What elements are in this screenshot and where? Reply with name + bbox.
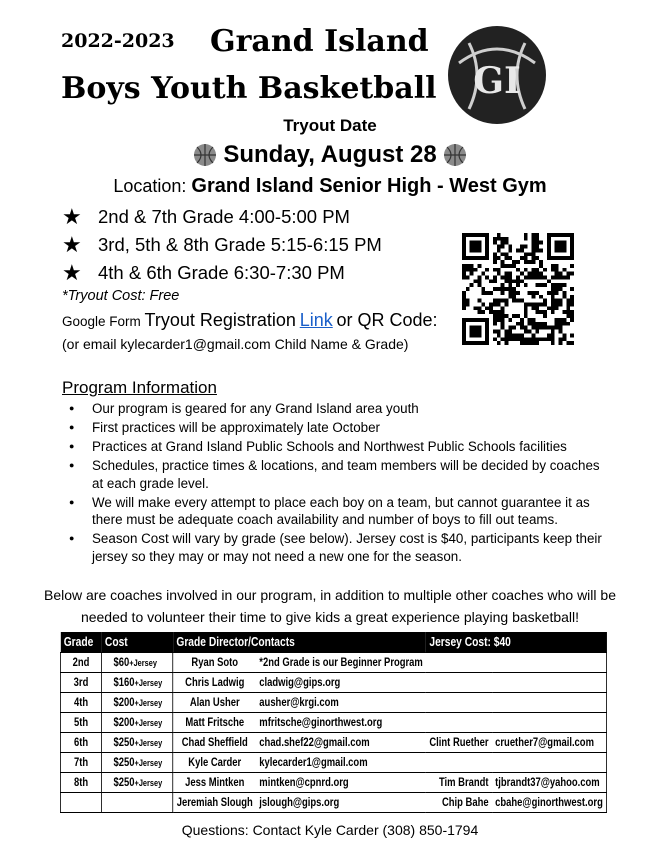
qr-code[interactable] xyxy=(462,233,574,345)
cell-director-name: Jess Mintken xyxy=(173,773,256,793)
cell-contact2-email: cbahe@ginorthwest.org xyxy=(492,793,607,813)
cell-director-email: kylecarder1@gmail.com xyxy=(256,753,426,773)
cost-value: $250 xyxy=(113,756,135,769)
star-icon: ★ xyxy=(62,204,82,229)
season-year: 2022-2023 xyxy=(61,30,175,52)
cell-contact2-name xyxy=(426,753,492,773)
list-item: ● Our program is geared for any Grand Island area youth xyxy=(62,400,602,418)
tryout-date-row xyxy=(0,141,660,169)
cell-grade: 5th xyxy=(60,713,101,733)
cell-director-email: chad.shef22@gmail.com xyxy=(256,733,426,753)
cell-director-name: Alan Usher xyxy=(173,693,256,713)
cell-contact2-name xyxy=(426,673,492,693)
table-row xyxy=(60,693,606,713)
cell-director-email: mfritsche@ginorthwest.org xyxy=(256,713,426,733)
cell-director-name: Ryan Soto xyxy=(173,653,256,673)
list-item: ● Practices at Grand Island Public Schools and Northwest Public Schools facilities xyxy=(62,438,602,456)
cell-director-name: Matt Fritsche xyxy=(173,713,256,733)
session-text: 3rd, 5th & 8th Grade 5:15-6:15 PM xyxy=(98,234,382,255)
title-line-2: Boys Youth Basketball xyxy=(61,71,437,106)
tryout-label: Tryout Date xyxy=(283,116,377,135)
cell-contact2-name: Tim Brandt xyxy=(426,773,492,793)
cell-grade: 4th xyxy=(60,693,101,713)
cell-contact2-email xyxy=(492,673,607,693)
cell-contact2-name xyxy=(426,693,492,713)
cell-cost xyxy=(102,753,173,773)
cell-director-email: cladwig@gips.org xyxy=(256,673,426,693)
cell-contact2-email xyxy=(492,713,607,733)
cell-cost xyxy=(102,733,173,753)
cell-director-email: jslough@gips.org xyxy=(256,793,426,813)
cell-contact2-name xyxy=(426,713,492,733)
list-item: ● Season Cost will vary by grade (see below). Jersey cost is $40, participants keep their jersey so they may or may not need a new one for the season. xyxy=(62,530,602,565)
table-header-row xyxy=(60,632,606,653)
cell-grade: 7th xyxy=(60,753,101,773)
cell-contact2-email xyxy=(492,693,607,713)
coaches-intro: Below are coaches involved in our program, in addition to multiple other coaches who will be needed to volunteer their time to give kids a great experience playing basketball! xyxy=(44,587,616,625)
cell-cost xyxy=(102,793,173,813)
session-row xyxy=(62,260,345,286)
session-row xyxy=(62,204,350,230)
location-label: Location: xyxy=(113,176,187,196)
jersey-note: +Jersey xyxy=(134,717,163,728)
cost-value: $250 xyxy=(113,776,135,789)
basketball-logo xyxy=(447,25,547,125)
basketball-icon xyxy=(443,143,467,167)
cell-grade: 6th xyxy=(60,733,101,753)
reg-prefix: Google Form xyxy=(62,314,141,329)
jersey-note: +Jersey xyxy=(129,657,157,668)
cell-director-name: Jeremiah Slough xyxy=(173,793,256,813)
table-row xyxy=(60,773,606,793)
cell-grade: 8th xyxy=(60,773,101,793)
tryout-date: Sunday, August 28 xyxy=(223,141,437,168)
header-jersey: Jersey Cost: $40 xyxy=(426,632,606,653)
table-row xyxy=(60,713,606,733)
header-cost: Cost xyxy=(102,632,173,653)
reg-text: Tryout Registration xyxy=(144,310,296,330)
table-row xyxy=(60,793,606,813)
cost-value: $200 xyxy=(113,696,135,709)
jersey-note: +Jersey xyxy=(134,777,163,788)
reg-suffix: or QR Code: xyxy=(336,310,438,330)
list-item: ● Schedules, practice times & locations, and team members will be decided by coaches at each grade level. xyxy=(62,457,602,492)
cell-grade: 3rd xyxy=(60,673,101,693)
session-text: 2nd & 7th Grade 4:00-5:00 PM xyxy=(98,206,350,227)
table-row xyxy=(60,653,606,673)
title-line-1: Grand Island xyxy=(210,24,429,59)
logo-letters: GI xyxy=(473,60,521,102)
basketball-icon xyxy=(193,143,217,167)
cell-cost xyxy=(102,693,173,713)
program-info-list xyxy=(62,400,602,567)
cell-contact2-email: tjbrandt37@yahoo.com xyxy=(492,773,607,793)
list-item: ● First practices will be approximately late October xyxy=(62,419,602,437)
tryout-cost-note: *Tryout Cost: Free xyxy=(62,288,180,304)
table-row xyxy=(60,673,606,693)
header-grade: Grade xyxy=(60,632,101,653)
cell-contact2-name xyxy=(426,653,492,673)
cell-grade xyxy=(60,793,101,813)
registration-link[interactable]: Link xyxy=(299,310,333,330)
cell-contact2-email: cruether7@gmail.com xyxy=(492,733,607,753)
session-text: 4th & 6th Grade 6:30-7:30 PM xyxy=(98,262,345,283)
location-value: Grand Island Senior High - West Gym xyxy=(191,175,547,197)
star-icon: ★ xyxy=(62,232,82,257)
cell-grade: 2nd xyxy=(60,653,101,673)
registration-row xyxy=(62,310,438,331)
cell-contact2-name: Chip Bahe xyxy=(426,793,492,813)
jersey-note: +Jersey xyxy=(134,757,163,768)
jersey-note: +Jersey xyxy=(134,697,163,708)
coach-table xyxy=(60,632,607,813)
cell-director-name: Chad Sheffield xyxy=(173,733,256,753)
cell-director-name: Chris Ladwig xyxy=(173,673,256,693)
header-director: Grade Director/Contacts xyxy=(173,632,426,653)
cell-cost xyxy=(102,773,173,793)
cell-director-email: ausher@krgi.com xyxy=(256,693,426,713)
cell-director-name: Kyle Carder xyxy=(173,753,256,773)
cell-director-email: *2nd Grade is our Beginner Program xyxy=(256,653,426,673)
cell-contact2-name: Clint Ruether xyxy=(426,733,492,753)
cell-cost xyxy=(102,713,173,733)
table-row xyxy=(60,753,606,773)
jersey-note: +Jersey xyxy=(134,677,163,688)
cost-value: $200 xyxy=(113,716,135,729)
session-row xyxy=(62,232,382,258)
cell-cost xyxy=(102,673,173,693)
location-row xyxy=(0,175,660,198)
table-row xyxy=(60,733,606,753)
questions-contact: Questions: Contact Kyle Carder (308) 850-1794 xyxy=(181,822,479,838)
cost-value: $160 xyxy=(113,676,135,689)
star-icon: ★ xyxy=(62,260,82,285)
jersey-note: +Jersey xyxy=(134,737,163,748)
list-item: ● We will make every attempt to place each boy on a team, but cannot guarantee it as there must be adequate coach availability and number of boys to fill out teams. xyxy=(62,494,602,529)
cost-value: $60 xyxy=(113,656,130,669)
cell-contact2-email xyxy=(492,753,607,773)
cell-contact2-email xyxy=(492,653,607,673)
cell-cost xyxy=(102,653,173,673)
cost-value: $250 xyxy=(113,736,135,749)
cell-director-email: mintken@cpnrd.org xyxy=(256,773,426,793)
program-info-title: Program Information xyxy=(62,378,217,397)
email-note: (or email kylecarder1@gmail.com Child Name & Grade) xyxy=(62,336,409,352)
